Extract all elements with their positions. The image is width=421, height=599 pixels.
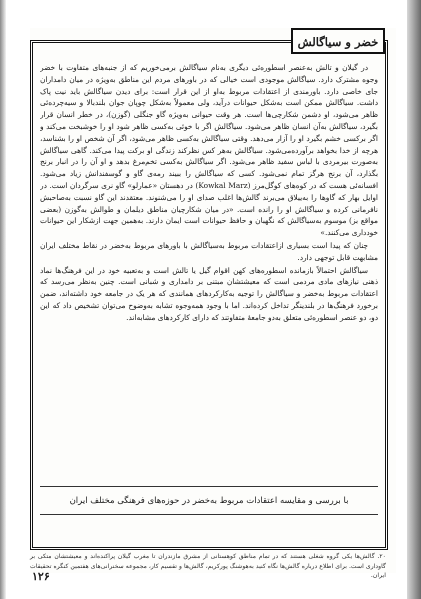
scan-right-edge (407, 0, 421, 599)
main-text (40, 62, 378, 442)
page-number: ۱۲۶ (32, 570, 50, 583)
paragraph: در گیلان و تالش به‌عنصر اسطوره‌ئی دیگری به‌نام سیاگالش برمی‌خوریم که از جنبه‌های متفاوت با خضر وجوه مشترک دارد. سیاگالش موجودی است خیالی که در باورهای مردم این مناطق به‌ویژه در میان دامداران جای خاصی دارد. باورمندی از اعتقادات مربوط به‌او از این قرار است: برای دیدن سیاگالش باید نیت پاک داشت. سیاگالش ممکن است به‌شکل حیوانات درآید، ولی معمولاً به‌شکل چوپان جوان بلندبالا و سیه‌چرده‌ئی ظاهر می‌شود، او دشمن شکارچی‌ها است. هر وقت حیوانی به‌ویژه گاو جنگلی (گوزن)، در خطر انسان قرار بگیرد، سیاگالش به‌آن انسان ظاهر می‌شود. سیاگالش اگر با خوئی به‌کسی ظاهر شود او را خوشبخت می‌کند و اگر برکسی خشم بگیرد او را آزار می‌دهد. وقتی سیاگالش به‌کسی ظاهر می‌شود، اگر آن شخص او را بشناسد، هرچه از خدا بخواهد برآورده‌می‌شود. سیاگالش به‌هر کس نظرکند زندگی او برکت پیدا می‌کند. گاهی سیاگالش به‌صورت بیرمردی با لباس سفید ظاهر می‌شود. اگر سیاگالش به‌کسی تخم‌مرغ بدهد و او آن را در انبار برنج بگذارد، آن برنج هرگز تمام نمی‌شود. کسی که سیاگالش را ببیند رمه‌ی گاو و گوسفندانش زیاد می‌شود. افسانه‌ئی هست که در کوه‌های کوگل‌مرز (Kowkal Marz) در دهستان «عمارلو» گاو نری سرگردان است. در اوایل بهار که گاوها را به‌ییلاق می‌برند گالش‌ها اغلب صدای او را می‌شنوند. معتقدند این گاو نسبت به‌صاحبش نافرمانی کرده و سیاگالش او را رانده است. «در میان شکارچیان مناطق دیلمان و طوالش به‌گوزن (بعضی مواقع بز) موسوم به‌سیاگالش که نگهبان و حافظ حیوانات است ایمان دارند. به‌همین جهت ازشکار این حیوانات خودداری می‌کنند.» (40, 63, 378, 238)
book-page (30, 28, 396, 583)
scan-left-edge (0, 0, 6, 599)
section-subheading: با بررسی و مقایسه اعتقادات مربوط به‌خضر در حوزه‌های فرهنگی مختلف ایران (69, 496, 349, 506)
paragraph: چنان که پیدا است بسیاری ازاعتقادات مربوط به‌سیاگالش با باورهای مربوط به‌خضر در نقاط مختلف ایران مشابهت قابل توجهی دارد. (40, 240, 378, 262)
section-title: خضر و سیاگالش (291, 28, 385, 54)
footnote: ۲۰. گالش‌ها یکی گروه شغلی هستند که در تمام مناطق کوهستانی از مشرق مازندران تا مغرب گیلان پراکنده‌اند و معیشتشان متکی بر گاوداری است. برای اطلاع درباره گالش‌ها نگاه کنید به‌هوشنگ پورکریم، گالش‌ها و تقسیم کار، مجموعه سخنرانی‌های هفتمین کنگره تحقیقات ایران. (30, 553, 386, 579)
paragraph: سیاگالش احتمالاً بازمانده اسطوره‌های کهن اقوام گیل یا تالش است و به‌تعبیه خود در این فرهنگ‌ها نماد ذهنی نیازهای مادی مردمی است که معیشتشان مبتنی بر دامداری و شبانی است. چنین به‌نظر می‌رسد که اعتقادات مربوط به‌خضر و سیاگالش را توجیه به‌کارکردهای همانندی که هر یک در جامعه خود داشته‌اند، ضمن برخورد فرهنگ‌ها در بلندینگر تداخل کرده‌اند. اما با وجود همه‌وجوه تشابه به‌وضوح می‌توان تشخیص داد که این دو، دو عنصر اسطوره‌ئی متعلق به‌دو جامعهٔ متفاوتند که دارای کارکردهای مشابه‌اند. (40, 265, 378, 322)
divider-bottom (40, 514, 378, 515)
divider-top (40, 486, 378, 487)
